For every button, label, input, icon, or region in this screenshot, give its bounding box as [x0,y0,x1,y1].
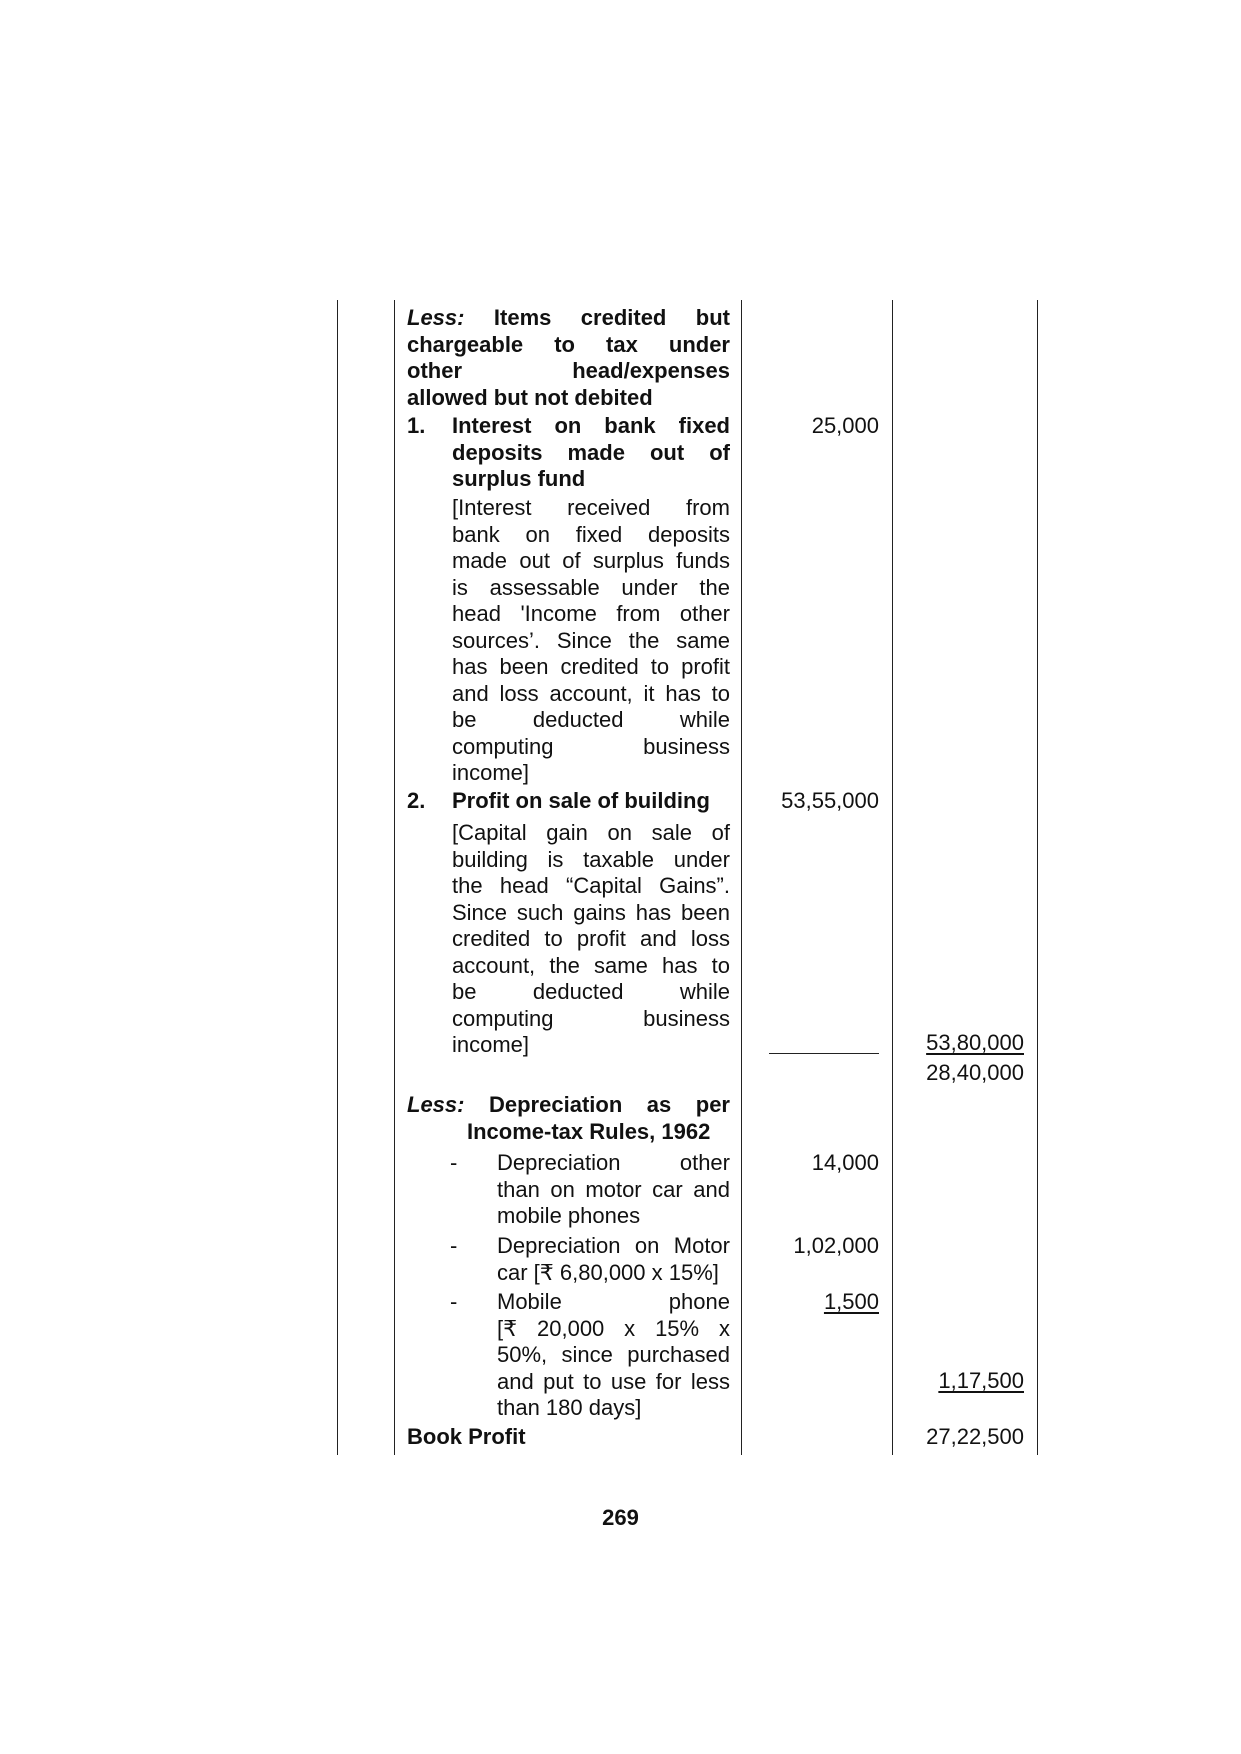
table-border-right [1037,300,1038,1455]
item-2-number: 2. [407,788,426,813]
item-1-number: 1. [407,413,426,438]
item-1-amount: 25,000 [811,413,879,438]
less-prefix: Less: [407,305,465,330]
page-number: 269 [602,1505,639,1530]
items-total: 53,80,000 [926,1030,1024,1055]
table-border-amount [741,300,742,1455]
balance-after-items: 28,40,000 [926,1060,1024,1085]
less-prefix: Less: [407,1092,465,1117]
book-profit-amount: 27,22,500 [926,1424,1024,1449]
dep-item-2-amount: 1,02,000 [793,1233,879,1258]
less-depreciation-heading: Less: Depreciation as per Income-tax Rules, 1962 [407,1092,730,1144]
item-2-title: Profit on sale of building [452,788,710,813]
table-border-subtotal [892,300,893,1455]
amount-sum-rule [769,1053,879,1054]
dep-item-2-dash: - [450,1233,458,1258]
item-2-note: [Capital gain on sale of building is taxable under the head “Capital Gains”. Since such gains has been credited to profit and loss account, the same has to be deducted while computing business income] [452,820,730,1057]
item-1-title: Interest on bank fixed deposits made out of surplus fund [452,413,730,491]
dep-item-2-text: Depreciation on Motor car [₹ 6,80,000 x 15%] [497,1233,730,1285]
depreciation-total: 1,17,500 [938,1368,1024,1393]
dep-item-1-amount: 14,000 [811,1150,879,1175]
dep-item-3-dash: - [450,1289,458,1314]
dep-item-1-dash: - [450,1150,458,1175]
dep-item-3-amount: 1,500 [823,1289,879,1314]
book-profit-label: Book Profit [407,1424,526,1449]
item-2-amount: 53,55,000 [781,788,879,813]
table-border-left [337,300,338,1455]
dep-item-1-text: Depreciation other than on motor car and mobile phones [497,1150,730,1228]
dep-item-3-text: Mobile phone [₹ 20,000 x 15% x 50%, since purchased and put to use for less than 180 days] [497,1289,730,1420]
table-border-particulars [394,300,395,1455]
item-1-note: [Interest received from bank on fixed deposits made out of surplus funds is assessable under the head 'Income from other sources’. Since the same has been credited to profit and loss account, it has to be deducted while computing business income] [452,495,730,785]
less-items-heading: Less: Items credited but chargeable to tax under other head/expenses allowed but not debited [407,305,730,410]
